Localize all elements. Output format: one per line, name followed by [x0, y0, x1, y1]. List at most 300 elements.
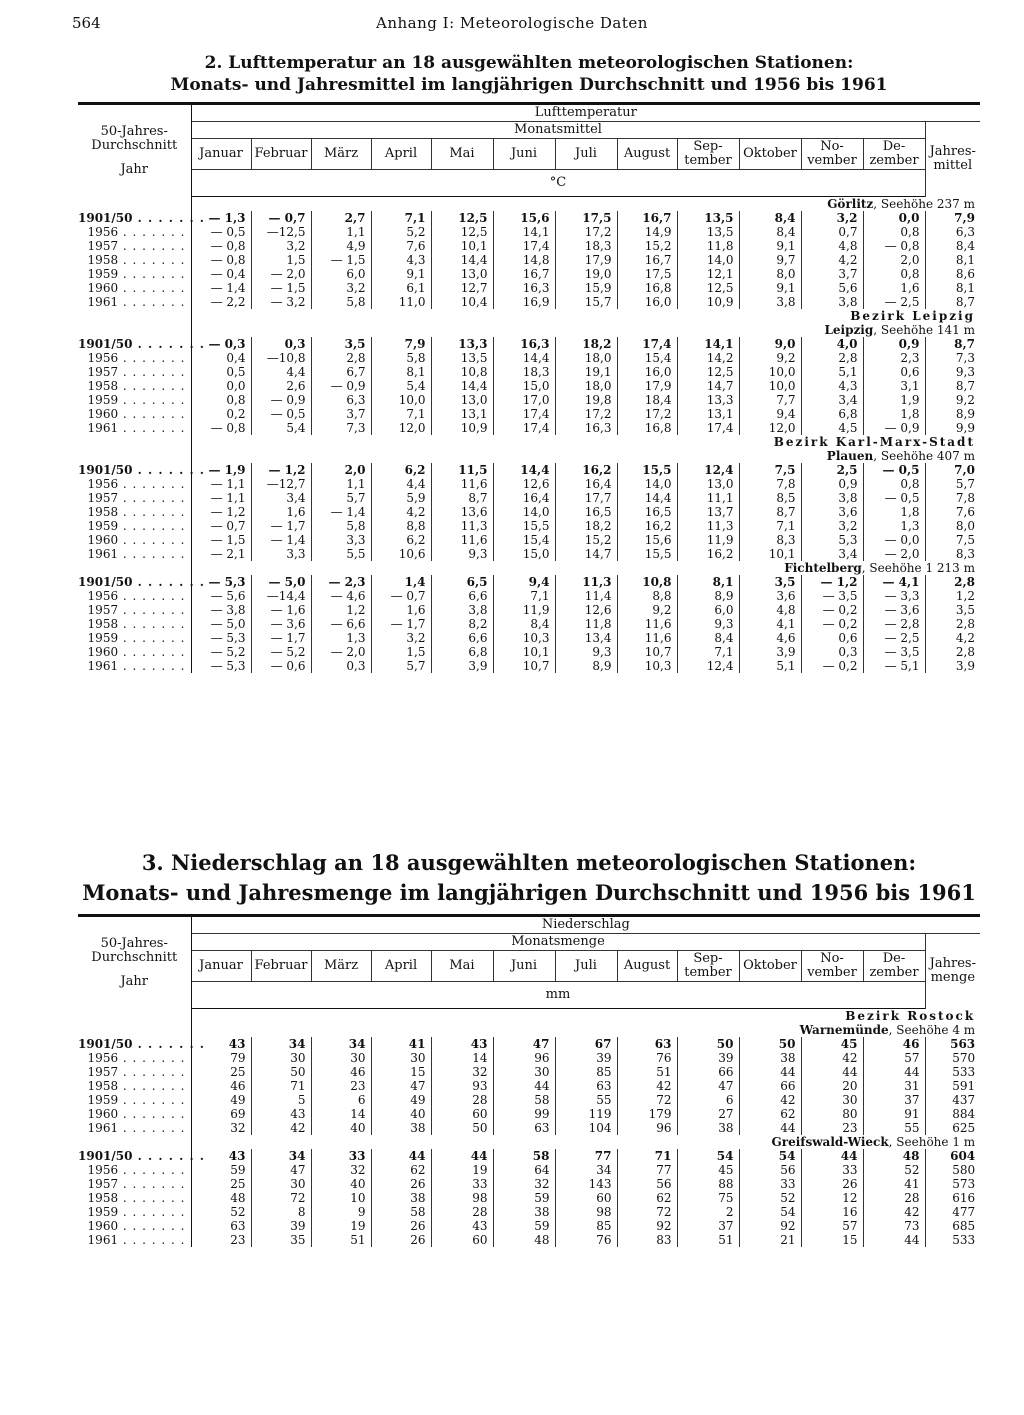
month-header: De- zember — [863, 139, 925, 170]
month-value: 30 — [251, 1051, 311, 1065]
month-value: 6,0 — [677, 603, 739, 617]
station-elevation: , Seehöhe 141 m — [873, 323, 975, 337]
annual-value: 7,3 — [955, 351, 975, 365]
month-value: — 0,7 — [371, 589, 431, 603]
annual-value: 4,2 — [955, 631, 975, 645]
row-year — [78, 379, 191, 393]
month-value: — 0,2 — [801, 617, 863, 631]
year-label: 1958 — [87, 253, 119, 267]
month-value: 91 — [863, 1107, 925, 1121]
month-value: — 2,0 — [251, 267, 311, 281]
month-value: 5,6 — [801, 281, 863, 295]
table-row — [78, 295, 980, 309]
month-value: 43 — [191, 1149, 251, 1163]
temperature-section — [78, 52, 980, 673]
month-value: 42 — [251, 1121, 311, 1135]
row-year — [78, 547, 191, 561]
annual-value: 8,0 — [955, 519, 975, 533]
month-value: — 1,2 — [251, 463, 311, 477]
dot-leader: . . . . . . . — [118, 617, 186, 631]
month-value: 20 — [801, 1079, 863, 1093]
month-value: 1,6 — [371, 603, 431, 617]
month-value: 41 — [863, 1177, 925, 1191]
month-value: 4,4 — [371, 477, 431, 491]
month-value: 58 — [493, 1149, 555, 1163]
month-value: — 0,7 — [191, 519, 251, 533]
row-year — [78, 1107, 191, 1121]
month-value: 0,9 — [801, 477, 863, 491]
month-value: 18,0 — [555, 351, 617, 365]
month-value: 14,1 — [677, 337, 739, 351]
month-value: 15,7 — [555, 295, 617, 309]
table-row — [78, 491, 980, 505]
month-value: 14,4 — [493, 463, 555, 477]
dot-leader: . . . . . . . — [118, 1177, 186, 1191]
table-row — [78, 225, 980, 239]
month-value: 3,9 — [431, 659, 493, 673]
month-value: 59 — [493, 1191, 555, 1205]
month-value: 44 — [739, 1121, 801, 1135]
table-row — [78, 1205, 980, 1219]
month-value: 5,8 — [371, 351, 431, 365]
month-value: 15,4 — [493, 533, 555, 547]
month-value: 39 — [677, 1051, 739, 1065]
running-title: Anhang I: Meteorologische Daten — [376, 14, 648, 32]
month-value: 10,9 — [431, 421, 493, 435]
month-value: 3,7 — [801, 267, 863, 281]
month-value: 3,4 — [801, 393, 863, 407]
dot-leader: . . . . . . . — [118, 351, 186, 365]
month-value: — 2,5 — [863, 631, 925, 645]
table-row — [78, 1149, 980, 1163]
month-value: 10,6 — [371, 547, 431, 561]
month-value: 40 — [311, 1177, 371, 1191]
month-value: 13,4 — [555, 631, 617, 645]
month-value: — 1,4 — [251, 533, 311, 547]
month-value: 34 — [555, 1163, 617, 1177]
month-value: 47 — [677, 1079, 739, 1093]
annual-value: 9,2 — [955, 393, 975, 407]
year-label: 1957 — [87, 1065, 119, 1079]
month-value: 1,5 — [251, 253, 311, 267]
month-value: 12,5 — [677, 365, 739, 379]
running-head — [0, 10, 1024, 34]
dot-leader: . . . . . . . — [118, 477, 186, 491]
month-value: — 2,3 — [311, 575, 371, 589]
month-value: 14,4 — [431, 379, 493, 393]
table-row — [78, 1121, 980, 1135]
month-value: 6 — [311, 1093, 371, 1107]
month-header: Juli — [555, 139, 617, 170]
month-value: 38 — [371, 1121, 431, 1135]
row-year — [78, 617, 191, 631]
month-value: 69 — [191, 1107, 251, 1121]
month-value: 60 — [555, 1191, 617, 1205]
row-year — [78, 351, 191, 365]
month-value: 30 — [311, 1051, 371, 1065]
month-value: 5,5 — [311, 547, 371, 561]
month-value: 10,0 — [739, 365, 801, 379]
month-value: 12 — [801, 1191, 863, 1205]
month-value: 4,2 — [371, 505, 431, 519]
table-row — [78, 351, 980, 365]
month-value: 16,5 — [555, 505, 617, 519]
year-label: 1901/50 — [78, 211, 133, 225]
month-value: 5,7 — [311, 491, 371, 505]
station-name: Warnemünde — [799, 1023, 889, 1037]
month-value: — 1,6 — [251, 603, 311, 617]
month-value: 9,3 — [431, 547, 493, 561]
month-value: 31 — [863, 1079, 925, 1093]
month-value: 59 — [191, 1163, 251, 1177]
station-heading-row — [78, 309, 980, 337]
dot-leader: . . . . . . . — [118, 393, 186, 407]
annual-value: 7,9 — [954, 211, 975, 225]
month-value: 14,0 — [677, 253, 739, 267]
table-row — [78, 617, 980, 631]
year-label: 1956 — [87, 351, 119, 365]
table-row — [78, 547, 980, 561]
month-value: 11,6 — [617, 617, 677, 631]
month-value: 17,4 — [677, 421, 739, 435]
month-value: 16,2 — [555, 463, 617, 477]
page-number: 564 — [72, 14, 101, 32]
month-value: — 0,9 — [311, 379, 371, 393]
row-year — [78, 631, 191, 645]
month-value: 50 — [677, 1037, 739, 1051]
station-heading — [191, 435, 980, 463]
station-heading — [191, 561, 980, 575]
month-value: 7,6 — [371, 239, 431, 253]
month-value: 14,4 — [493, 351, 555, 365]
month-value: 3,8 — [739, 295, 801, 309]
row-year — [78, 393, 191, 407]
dot-leader: . . . . . . . — [118, 267, 186, 281]
month-value: — 1,2 — [191, 505, 251, 519]
year-label: 1956 — [87, 225, 119, 239]
dot-leader: . . . . . . . — [132, 337, 205, 351]
year-label: 1959 — [87, 631, 119, 645]
annual-value: 3,9 — [955, 659, 975, 673]
month-value: 13,3 — [677, 393, 739, 407]
month-value: 14,4 — [617, 491, 677, 505]
row-year — [78, 1121, 191, 1135]
station-name: Fichtelberg — [784, 561, 862, 575]
dot-leader: . . . . . . . — [118, 407, 186, 421]
month-value: 40 — [311, 1121, 371, 1135]
month-value: 12,1 — [677, 267, 739, 281]
month-header: April — [371, 139, 431, 170]
month-value: 11,9 — [677, 533, 739, 547]
month-value: 179 — [617, 1107, 677, 1121]
month-value: 10,9 — [677, 295, 739, 309]
month-value: — 2,2 — [191, 295, 251, 309]
temperature-title-line1: 2. Lufttemperatur an 18 ausgewählten meteorologischen Stationen: — [204, 53, 854, 73]
month-value: 40 — [371, 1107, 431, 1121]
month-header: August — [617, 139, 677, 170]
month-value: 56 — [739, 1163, 801, 1177]
month-value: 10,3 — [617, 659, 677, 673]
month-value: 16,0 — [617, 295, 677, 309]
month-value: 5,7 — [371, 659, 431, 673]
month-value: 3,5 — [311, 337, 371, 351]
month-value: 8,4 — [739, 225, 801, 239]
month-value: 13,7 — [677, 505, 739, 519]
annual-value: 533 — [952, 1065, 976, 1079]
month-value: 34 — [251, 1149, 311, 1163]
month-value: 26 — [371, 1219, 431, 1233]
month-value: 23 — [191, 1233, 251, 1247]
annual-value: 616 — [952, 1191, 976, 1205]
month-value: 45 — [677, 1163, 739, 1177]
month-value: — 5,3 — [191, 659, 251, 673]
row-year — [78, 1191, 191, 1205]
dot-leader: . . . . . . . — [132, 1149, 205, 1163]
month-value: 6,8 — [801, 407, 863, 421]
stub-header-line: 50-Jahres- — [100, 123, 168, 139]
stub-header-line: Jahr — [120, 973, 149, 989]
month-header: Oktober — [739, 139, 801, 170]
bezirk-name: Bezirk Rostock — [845, 1009, 976, 1023]
month-value: 3,8 — [801, 295, 863, 309]
month-value: 9,7 — [739, 253, 801, 267]
row-year — [78, 575, 205, 589]
month-value: 18,0 — [555, 379, 617, 393]
row-year — [78, 1149, 205, 1163]
month-value: — 0,5 — [863, 491, 925, 505]
station-heading-row — [78, 1135, 980, 1149]
month-value: 57 — [863, 1051, 925, 1065]
month-value: 16,3 — [493, 337, 555, 351]
month-value: 0,8 — [863, 225, 925, 239]
stub-header-line: Durchschnitt — [91, 137, 178, 153]
year-label: 1958 — [87, 1079, 119, 1093]
month-value: 17,4 — [493, 407, 555, 421]
month-value: 6,5 — [431, 575, 493, 589]
month-value: 0,4 — [191, 351, 251, 365]
month-value: 32 — [311, 1163, 371, 1177]
month-value: 9,0 — [739, 337, 801, 351]
dot-leader: . . . . . . . — [118, 253, 186, 267]
month-value: — 3,6 — [863, 603, 925, 617]
month-value: 96 — [493, 1051, 555, 1065]
month-value: 63 — [617, 1037, 677, 1051]
month-value: 9,3 — [677, 617, 739, 631]
month-header: Juni — [493, 139, 555, 170]
dot-leader: . . . . . . . — [132, 575, 205, 589]
dot-leader: . . . . . . . — [118, 1065, 186, 1079]
annual-value: 7,0 — [954, 463, 975, 477]
month-value: 15,6 — [617, 533, 677, 547]
month-value: 7,8 — [739, 477, 801, 491]
month-value: 6 — [677, 1093, 739, 1107]
month-value: 44 — [863, 1065, 925, 1079]
month-header: August — [617, 951, 677, 982]
dot-leader: . . . . . . . — [132, 1037, 205, 1051]
month-value: 104 — [555, 1121, 617, 1135]
table-row — [78, 519, 980, 533]
month-value: 16,4 — [555, 477, 617, 491]
month-value: 48 — [191, 1191, 251, 1205]
month-value: 63 — [493, 1121, 555, 1135]
month-value: 17,2 — [555, 225, 617, 239]
month-value: 83 — [617, 1233, 677, 1247]
month-value: 12,5 — [431, 225, 493, 239]
station-elevation: , Seehöhe 1 213 m — [861, 561, 975, 575]
station-line — [192, 1135, 976, 1149]
month-value: 92 — [617, 1219, 677, 1233]
month-value: 5,8 — [311, 295, 371, 309]
dot-leader: . . . . . . . — [118, 505, 186, 519]
month-value: 48 — [863, 1149, 925, 1163]
month-value: 15,4 — [617, 351, 677, 365]
table-row — [78, 1163, 980, 1177]
month-value: 96 — [617, 1121, 677, 1135]
month-value: 37 — [677, 1219, 739, 1233]
dot-leader: . . . . . . . — [132, 463, 205, 477]
table-row — [78, 1079, 980, 1093]
month-value: 13,5 — [431, 351, 493, 365]
stub-spacer — [78, 197, 191, 212]
dot-leader: . . . . . . . — [118, 1219, 186, 1233]
station-elevation: , Seehöhe 237 m — [873, 197, 975, 211]
month-value: 32 — [431, 1065, 493, 1079]
month-value: — 0,3 — [191, 337, 251, 351]
table-row — [78, 1233, 980, 1247]
month-value: 119 — [555, 1107, 617, 1121]
month-value: 14,2 — [677, 351, 739, 365]
month-value: 5,1 — [801, 365, 863, 379]
month-value: 38 — [371, 1191, 431, 1205]
month-value: 9,1 — [739, 239, 801, 253]
month-value: 15,9 — [555, 281, 617, 295]
month-value: 16,2 — [617, 519, 677, 533]
month-value: 2,8 — [801, 351, 863, 365]
stub-spacer — [78, 561, 191, 575]
month-value: 12,6 — [555, 603, 617, 617]
month-header: Februar — [251, 951, 311, 982]
annual-value: 580 — [952, 1163, 976, 1177]
month-value: 16,0 — [617, 365, 677, 379]
month-value: 8 — [251, 1205, 311, 1219]
month-value: 77 — [617, 1163, 677, 1177]
row-year — [78, 463, 205, 477]
month-value: 26 — [371, 1177, 431, 1191]
month-value: 6,2 — [371, 463, 431, 477]
month-value: 10,3 — [493, 631, 555, 645]
month-value: 11,3 — [677, 519, 739, 533]
month-value: 19,8 — [555, 393, 617, 407]
station-heading-row — [78, 561, 980, 575]
month-value: 8,8 — [617, 589, 677, 603]
month-value: 0,8 — [863, 477, 925, 491]
table-row — [78, 631, 980, 645]
month-value: 6,6 — [431, 589, 493, 603]
annual-value: 8,7 — [954, 337, 975, 351]
table-row — [78, 477, 980, 491]
month-value: — 1,5 — [311, 253, 371, 267]
month-value: 17,2 — [555, 407, 617, 421]
group-header: Lufttemperatur — [191, 104, 980, 122]
stub-header — [78, 916, 191, 1009]
table-row — [78, 589, 980, 603]
month-value: 17,4 — [617, 337, 677, 351]
year-label: 1961 — [87, 1121, 119, 1135]
month-value: 0,9 — [863, 337, 925, 351]
month-value: 66 — [677, 1065, 739, 1079]
month-value: 11,6 — [431, 533, 493, 547]
month-value: — 5,2 — [191, 645, 251, 659]
row-year — [78, 225, 191, 239]
month-value: 46 — [863, 1037, 925, 1051]
dot-leader: . . . . . . . — [118, 631, 186, 645]
month-value: 7,1 — [677, 645, 739, 659]
month-value: 10,1 — [431, 239, 493, 253]
month-value: 9,2 — [739, 351, 801, 365]
month-value: 1,3 — [311, 631, 371, 645]
month-value: 58 — [493, 1093, 555, 1107]
stub-header-line: Durchschnitt — [91, 949, 178, 965]
row-year — [78, 603, 191, 617]
month-value: 16,2 — [677, 547, 739, 561]
month-header: März — [311, 951, 371, 982]
month-value: 16 — [801, 1205, 863, 1219]
month-value: 3,6 — [801, 505, 863, 519]
month-value: 39 — [555, 1051, 617, 1065]
row-year — [78, 1205, 191, 1219]
year-label: 1960 — [87, 407, 119, 421]
table-row — [78, 393, 980, 407]
table-row — [78, 1177, 980, 1191]
month-value: —10,8 — [251, 351, 311, 365]
row-year — [78, 659, 191, 673]
month-header: April — [371, 951, 431, 982]
annual-value: 8,7 — [955, 295, 975, 309]
month-value: 2,7 — [311, 211, 371, 225]
month-value: — 5,3 — [191, 575, 251, 589]
month-value: 52 — [863, 1163, 925, 1177]
dot-leader: . . . . . . . — [118, 589, 186, 603]
month-value: 7,1 — [371, 211, 431, 225]
sub-header: Monatsmittel — [191, 122, 925, 139]
month-value: 33 — [801, 1163, 863, 1177]
annual-value: 685 — [952, 1219, 976, 1233]
annual-value: 7,6 — [955, 505, 975, 519]
month-value: 0,3 — [801, 645, 863, 659]
month-value: — 0,0 — [863, 533, 925, 547]
month-value: — 1,7 — [251, 519, 311, 533]
month-value: — 5,0 — [251, 575, 311, 589]
dot-leader: . . . . . . . — [118, 239, 186, 253]
annual-value: 604 — [950, 1149, 976, 1163]
month-value: — 1,1 — [191, 491, 251, 505]
year-label: 1961 — [87, 421, 119, 435]
month-value: 1,6 — [863, 281, 925, 295]
month-value: 12,7 — [431, 281, 493, 295]
precipitation-table — [78, 914, 980, 1247]
month-value: 7,1 — [493, 589, 555, 603]
row-year — [78, 239, 191, 253]
month-value: 28 — [431, 1205, 493, 1219]
month-value: 8,4 — [739, 211, 801, 225]
table-row — [78, 379, 980, 393]
month-value: 8,4 — [493, 617, 555, 631]
table-row — [78, 533, 980, 547]
row-year — [78, 645, 191, 659]
month-value: — 1,2 — [801, 575, 863, 589]
month-value: — 1,4 — [191, 281, 251, 295]
station-name: Greifswald-Wieck — [771, 1135, 889, 1149]
